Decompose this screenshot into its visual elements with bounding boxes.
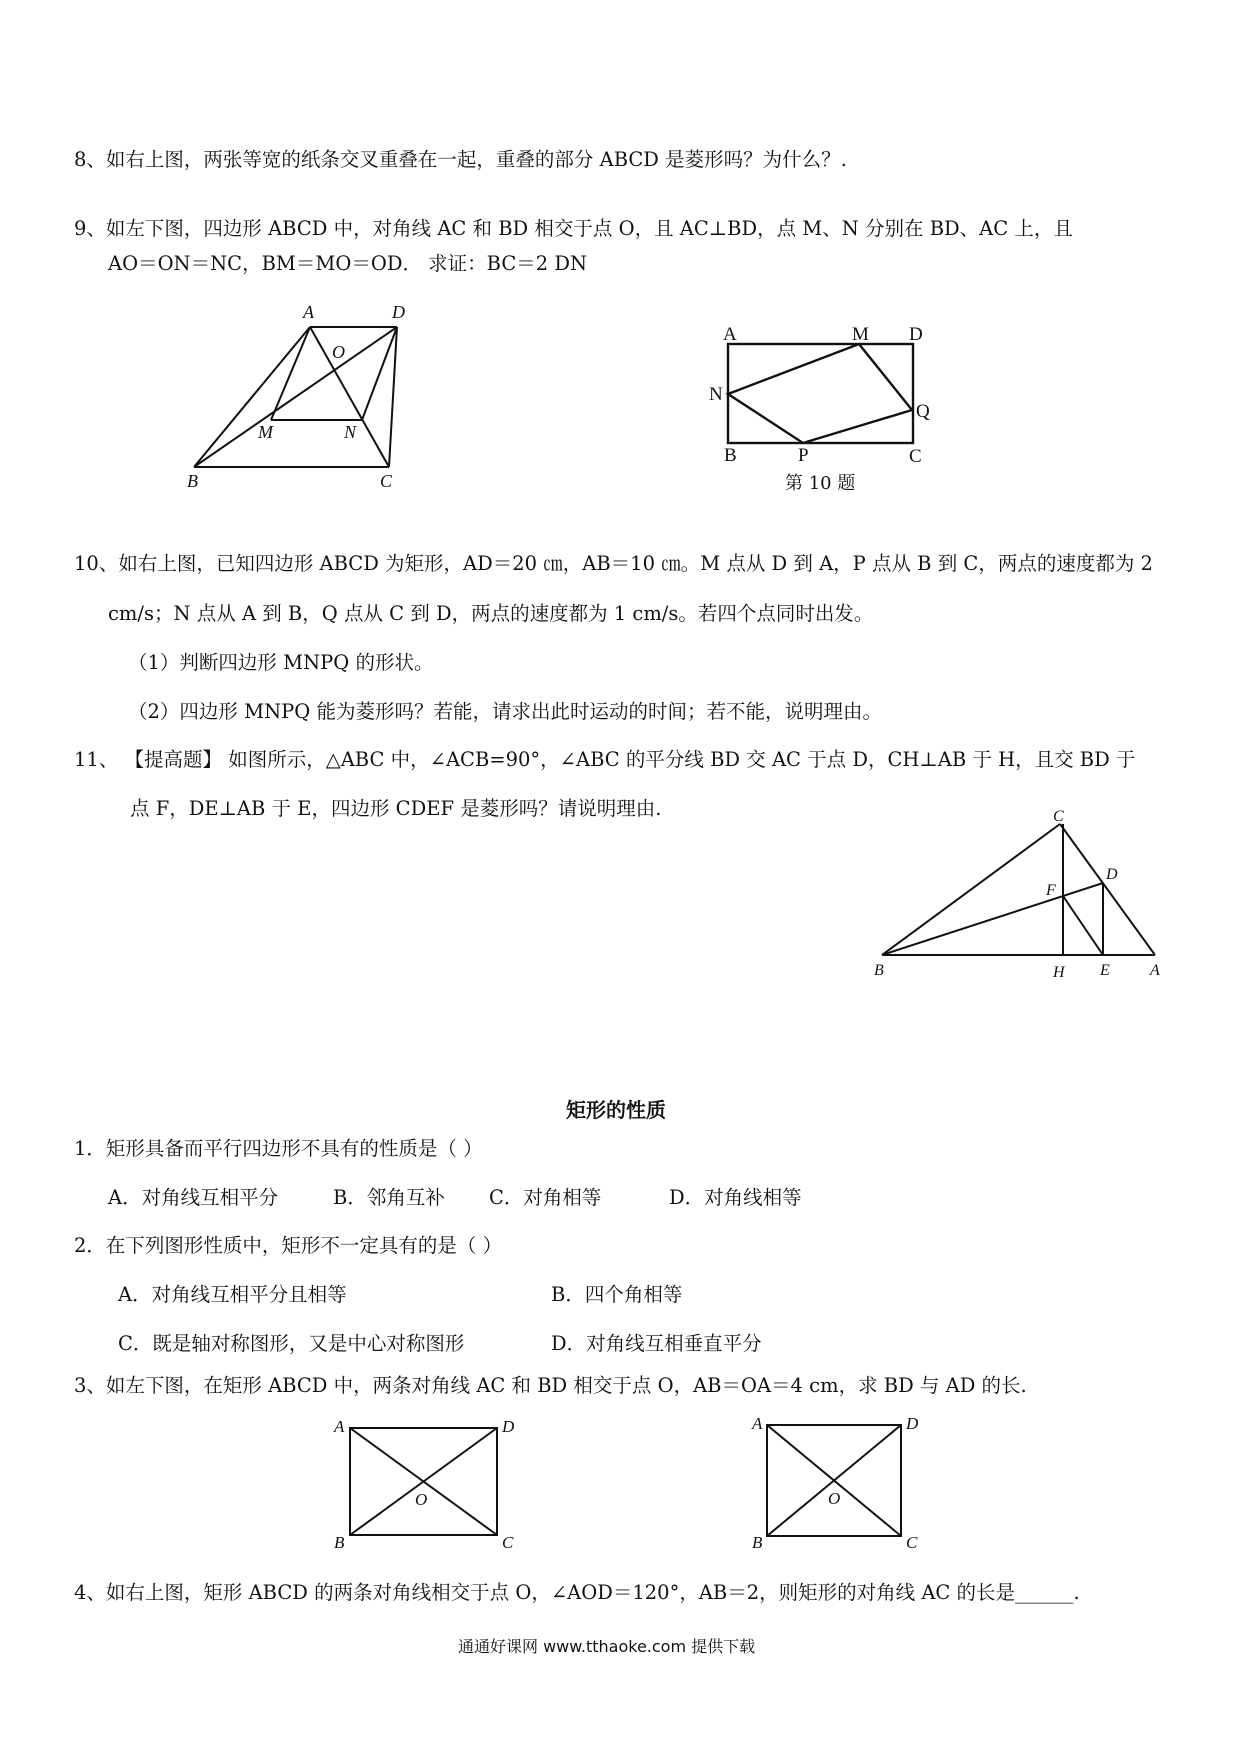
fig11-label-E: E (1100, 962, 1110, 979)
fig9-label-B: B (187, 471, 198, 491)
question-9-line-2: AO＝ON＝NC，BM＝MO＝OD． 求证：BC＝2 DN (108, 252, 588, 275)
bisector-BD (882, 883, 1103, 955)
figure-rectangle-left (330, 1408, 540, 1558)
question-10-sub-1: （1）判断四边形 MNPQ 的形状。 (128, 651, 434, 674)
rect-question-1-option-a: A．对角线互相平分 (108, 1186, 279, 1209)
fig11-label-F: F (1046, 882, 1056, 899)
rect-question-3-text: 3、如左下图，在矩形 ABCD 中，两条对角线 AC 和 BD 相交于点 O，AB＝OA＝4 cm，求 BD 与 AD 的长. (74, 1374, 1027, 1397)
rect-question-1-stem: 1．矩形具备而平行四边形不具有的性质是（ ） (74, 1137, 483, 1160)
rect-question-4-text: 4、如右上图，矩形 ABCD 的两条对角线相交于点 O，∠AOD＝120°，AB＝2，则矩形的对角线 AC 的长是______. (74, 1581, 1080, 1604)
right-rect-label-C: C (906, 1533, 918, 1552)
segment-MA (271, 327, 310, 420)
figure-question-11 (860, 805, 1160, 995)
section-title: 矩形的性质 (566, 1098, 666, 1122)
question-11-line-1: 11、 【提高题】 如图所示，△ABC 中，∠ACB=90°，∠ABC 的平分线 BD 交 AC 于点 D，CH⊥AB 于 H，且交 BD 于 (74, 748, 1136, 771)
figure-rectangle-right (745, 1405, 945, 1555)
question-8-text: 8、如右上图，两张等宽的纸条交叉重叠在一起，重叠的部分 ABCD 是菱形吗？为什么？. (74, 148, 847, 171)
question-9-line-1: 9、如左下图，四边形 ABCD 中，对角线 AC 和 BD 相交于点 O，且 AC⊥BD，点 M、N 分别在 BD、AC 上，且 (74, 217, 1073, 240)
segment-CA (1060, 824, 1155, 955)
fig9-label-D: D (392, 302, 405, 322)
left-rect-label-A: A (334, 1417, 345, 1436)
rect-question-1-option-c: C．对角相等 (489, 1186, 602, 1209)
fig10-label-B: B (724, 445, 737, 466)
figure-question-10 (700, 320, 940, 500)
rect-question-1-option-d: D．对角线相等 (669, 1186, 802, 1209)
fig11-label-D: D (1106, 866, 1118, 883)
question-11-line-2: 点 F，DE⊥AB 于 E，四边形 CDEF 是菱形吗？请说明理由. (130, 797, 662, 820)
right-rect-label-D: D (906, 1414, 919, 1433)
rect-question-2-option-a: A．对角线互相平分且相等 (118, 1283, 347, 1306)
rect-question-2-option-c: C．既是轴对称图形，又是中心对称图形 (118, 1332, 465, 1355)
fig10-label-P: P (798, 445, 809, 466)
fig9-label-N: N (344, 422, 357, 442)
segment-AB (194, 327, 310, 467)
fig10-label-M: M (852, 324, 869, 345)
quadrilateral-MQPN (728, 344, 912, 443)
left-rect-label-D: D (502, 1417, 515, 1436)
fig9-label-M: M (258, 422, 273, 442)
diagonal-AC (310, 327, 389, 467)
question-10-sub-2: （2）四边形 MNPQ 能为菱形吗？若能，请求出此时运动的时间；若不能，说明理由。 (128, 700, 882, 723)
rect-question-2-option-d: D．对角线互相垂直平分 (551, 1332, 762, 1355)
fig10-label-A: A (723, 324, 737, 345)
fig9-label-A: A (303, 302, 314, 322)
segment-BC (882, 824, 1060, 955)
fig11-label-H: H (1053, 964, 1065, 981)
fig11-label-A: A (1150, 962, 1160, 979)
fig11-label-C: C (1053, 808, 1064, 825)
left-rect-label-O: O (415, 1490, 428, 1509)
rect-question-2-option-b: B．四个角相等 (551, 1283, 683, 1306)
fig10-label-Q: Q (916, 401, 930, 422)
rect-question-1-option-b: B．邻角互补 (333, 1186, 445, 1209)
fig10-caption: 第 10 题 (785, 473, 856, 494)
fig9-label-C: C (380, 471, 393, 491)
fig10-label-D: D (909, 324, 923, 345)
right-rect-label-A: A (752, 1414, 763, 1433)
question-10-line-1: 10、如右上图，已知四边形 ABCD 为矩形，AD＝20 ㎝，AB＝10 ㎝。M 点从 D 到 A，P 点从 B 到 C，两点的速度都为 2 (74, 552, 1153, 575)
right-rect-label-B: B (752, 1533, 763, 1552)
segment-FE (1063, 896, 1103, 955)
right-rect-label-O: O (828, 1489, 841, 1508)
left-rect-label-B: B (334, 1533, 345, 1552)
fig11-label-B: B (874, 962, 884, 979)
fig10-label-C: C (909, 446, 922, 467)
diagonal-BD (194, 327, 397, 467)
figure-question-9 (180, 290, 440, 490)
left-rect-label-C: C (502, 1533, 514, 1552)
fig10-label-N: N (709, 384, 723, 405)
segment-DC (389, 327, 397, 467)
fig9-label-O: O (332, 342, 345, 362)
rect-question-2-stem: 2．在下列图形性质中，矩形不一定具有的是（ ） (74, 1234, 503, 1257)
question-10-line-2: cm/s；N 点从 A 到 B，Q 点从 C 到 D，两点的速度都为 1 cm/s。若四个点同时出发。 (108, 602, 874, 625)
page-footer: 通通好课网 www.tthaoke.com 提供下载 (458, 1637, 756, 1656)
